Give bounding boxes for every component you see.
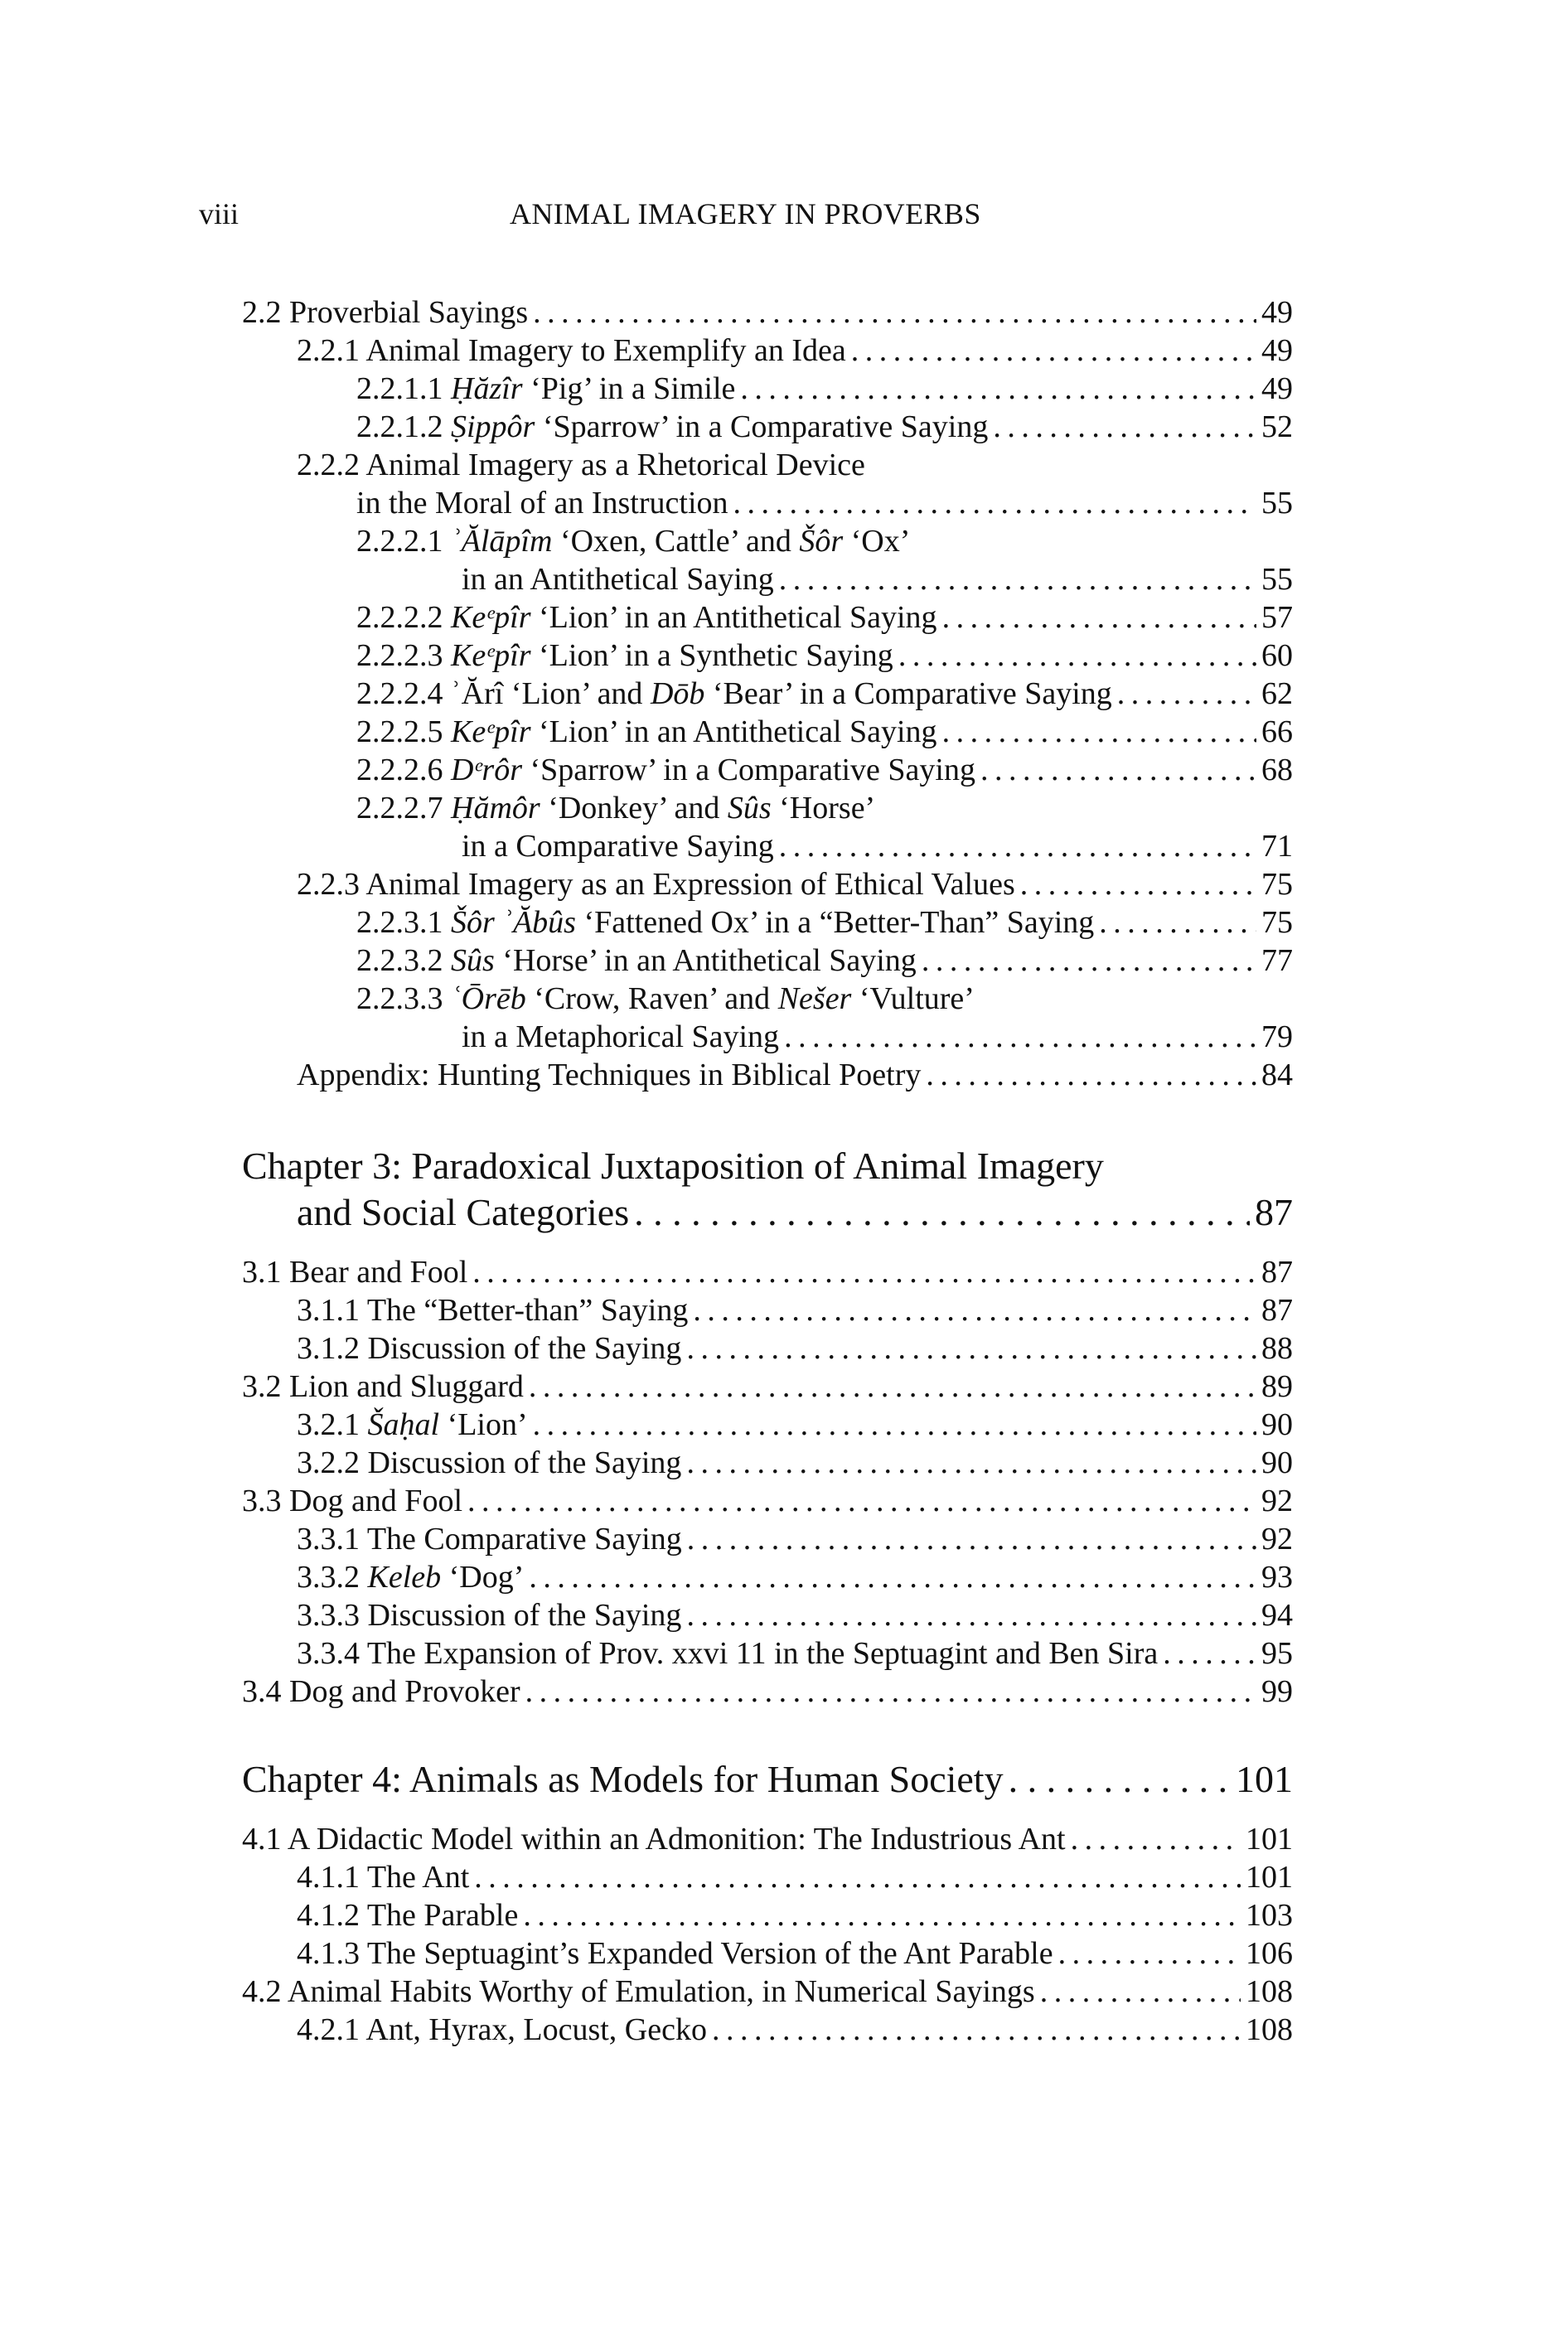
toc-entry: in the Moral of an Instruction . . . 55 [356, 484, 1293, 522]
toc-entry: 3.1.1 The “Better-than” Saying . . . 87 [297, 1291, 1293, 1329]
toc-entry-line: 2.2.3.3 ʿŌrēb ‘Crow, Raven’ and Nešer ‘Vulture’ [356, 981, 975, 1016]
toc-entry: 3.2.2 Discussion of the Saying . . . 90 [297, 1444, 1293, 1482]
toc-entry: 2.2.3 Animal Imagery as an Expression of Ethical Values . . . 75 [297, 865, 1293, 903]
toc-entry: 3.2 Lion and Sluggard . . . 89 [242, 1368, 1293, 1406]
toc-entry-line: 2.2.2.7 Ḥămôr ‘Donkey’ and Sûs ‘Horse’ [356, 791, 876, 825]
toc-entry: 3.2.1 Šaḥal ‘Lion’ . . . 90 [297, 1406, 1293, 1444]
toc-entry: 2.2.2.6 Dᵉrôr ‘Sparrow’ in a Comparative Saying . . . 68 [356, 751, 1293, 789]
toc-entry: 3.3.1 The Comparative Saying . . . 92 [297, 1520, 1293, 1558]
toc-entry: 4.1.1 The Ant . . . 101 [297, 1858, 1293, 1896]
page-number: viii [199, 197, 240, 230]
toc-entry: 2.2.1 Animal Imagery to Exemplify an Idea . . . 49 [297, 332, 1293, 370]
toc-entry: 3.3.2 Keleb ‘Dog’ . . . 93 [297, 1558, 1293, 1596]
toc-entry: 3.1.2 Discussion of the Saying . . . 88 [297, 1329, 1293, 1368]
toc-entry: 2.2.2.3 Keᵉpîr ‘Lion’ in a Synthetic Saying . . . 60 [356, 637, 1293, 675]
chapter-heading: Chapter 3: Paradoxical Juxtaposition of Animal Imagery [242, 1145, 1104, 1187]
toc-entry: 3.3.4 The Expansion of Prov. xxvi 11 in the Septuagint and Ben Sira . . . 95 [297, 1634, 1293, 1673]
toc-entry: in a Metaphorical Saying . . . 79 [462, 1018, 1293, 1056]
toc-entry: 2.2.3.2 Sûs ‘Horse’ in an Antithetical Saying . . . 77 [356, 942, 1293, 980]
toc-entry: in a Comparative Saying . . . 71 [462, 827, 1293, 865]
running-title: ANIMAL IMAGERY IN PROVERBS [510, 197, 981, 230]
toc-entry: 2.2.1.2 Ṣippôr ‘Sparrow’ in a Comparative Saying . . . 52 [356, 408, 1293, 446]
toc-entry: 4.1 A Didactic Model within an Admonition: The Industrious Ant . . . 101 [242, 1820, 1293, 1858]
toc-entry: 2.2 Proverbial Sayings . . . 49 [242, 293, 1293, 332]
toc-entry: 3.1 Bear and Fool . . . 87 [242, 1253, 1293, 1291]
toc-entry: 2.2.1.1 Ḥăzîr ‘Pig’ in a Simile . . . 49 [356, 370, 1293, 408]
toc-entry-line: 2.2.2.1 ʾĂlāpîm ‘Oxen, Cattle’ and Šôr ‘Ox’ [356, 524, 911, 559]
toc-entry: 4.2 Animal Habits Worthy of Emulation, in Numerical Sayings . . . 108 [242, 1973, 1293, 2011]
toc-entry: 3.3 Dog and Fool . . . 92 [242, 1482, 1293, 1520]
toc-entry: 4.1.2 The Parable . . . 103 [297, 1896, 1293, 1934]
toc-entry: 3.4 Dog and Provoker . . . 99 [242, 1673, 1293, 1711]
toc-entry: 2.2.2.2 Keᵉpîr ‘Lion’ in an Antithetical Saying . . . 57 [356, 598, 1293, 637]
chapter-heading: Chapter 4: Animals as Models for Human Society . . . 101 [242, 1757, 1293, 1802]
toc-entry-line: 2.2.2 Animal Imagery as a Rhetorical Device [297, 448, 865, 482]
toc-entry: 2.2.3.1 Šôr ʾĂbûs ‘Fattened Ox’ in a “Better-Than” Saying . . . 75 [356, 903, 1293, 942]
toc-entry: Appendix: Hunting Techniques in Biblical Poetry . . . 84 [297, 1056, 1293, 1094]
toc-entry: 3.3.3 Discussion of the Saying . . . 94 [297, 1596, 1293, 1634]
toc-entry: 2.2.2.4 ʾĂrî ‘Lion’ and Dōb ‘Bear’ in a Comparative Saying . . . 62 [356, 675, 1293, 713]
chapter-heading-line: and Social Categories . . . 87 [297, 1190, 1293, 1235]
toc-entry: 2.2.2.5 Keᵉpîr ‘Lion’ in an Antithetical Saying . . . 66 [356, 713, 1293, 751]
toc-entry: 4.1.3 The Septuagint’s Expanded Version of the Ant Parable . . . 106 [297, 1934, 1293, 1973]
toc-entry: 4.2.1 Ant, Hyrax, Locust, Gecko . . . 108 [297, 2011, 1293, 2049]
toc-entry: in an Antithetical Saying . . . 55 [462, 560, 1293, 598]
